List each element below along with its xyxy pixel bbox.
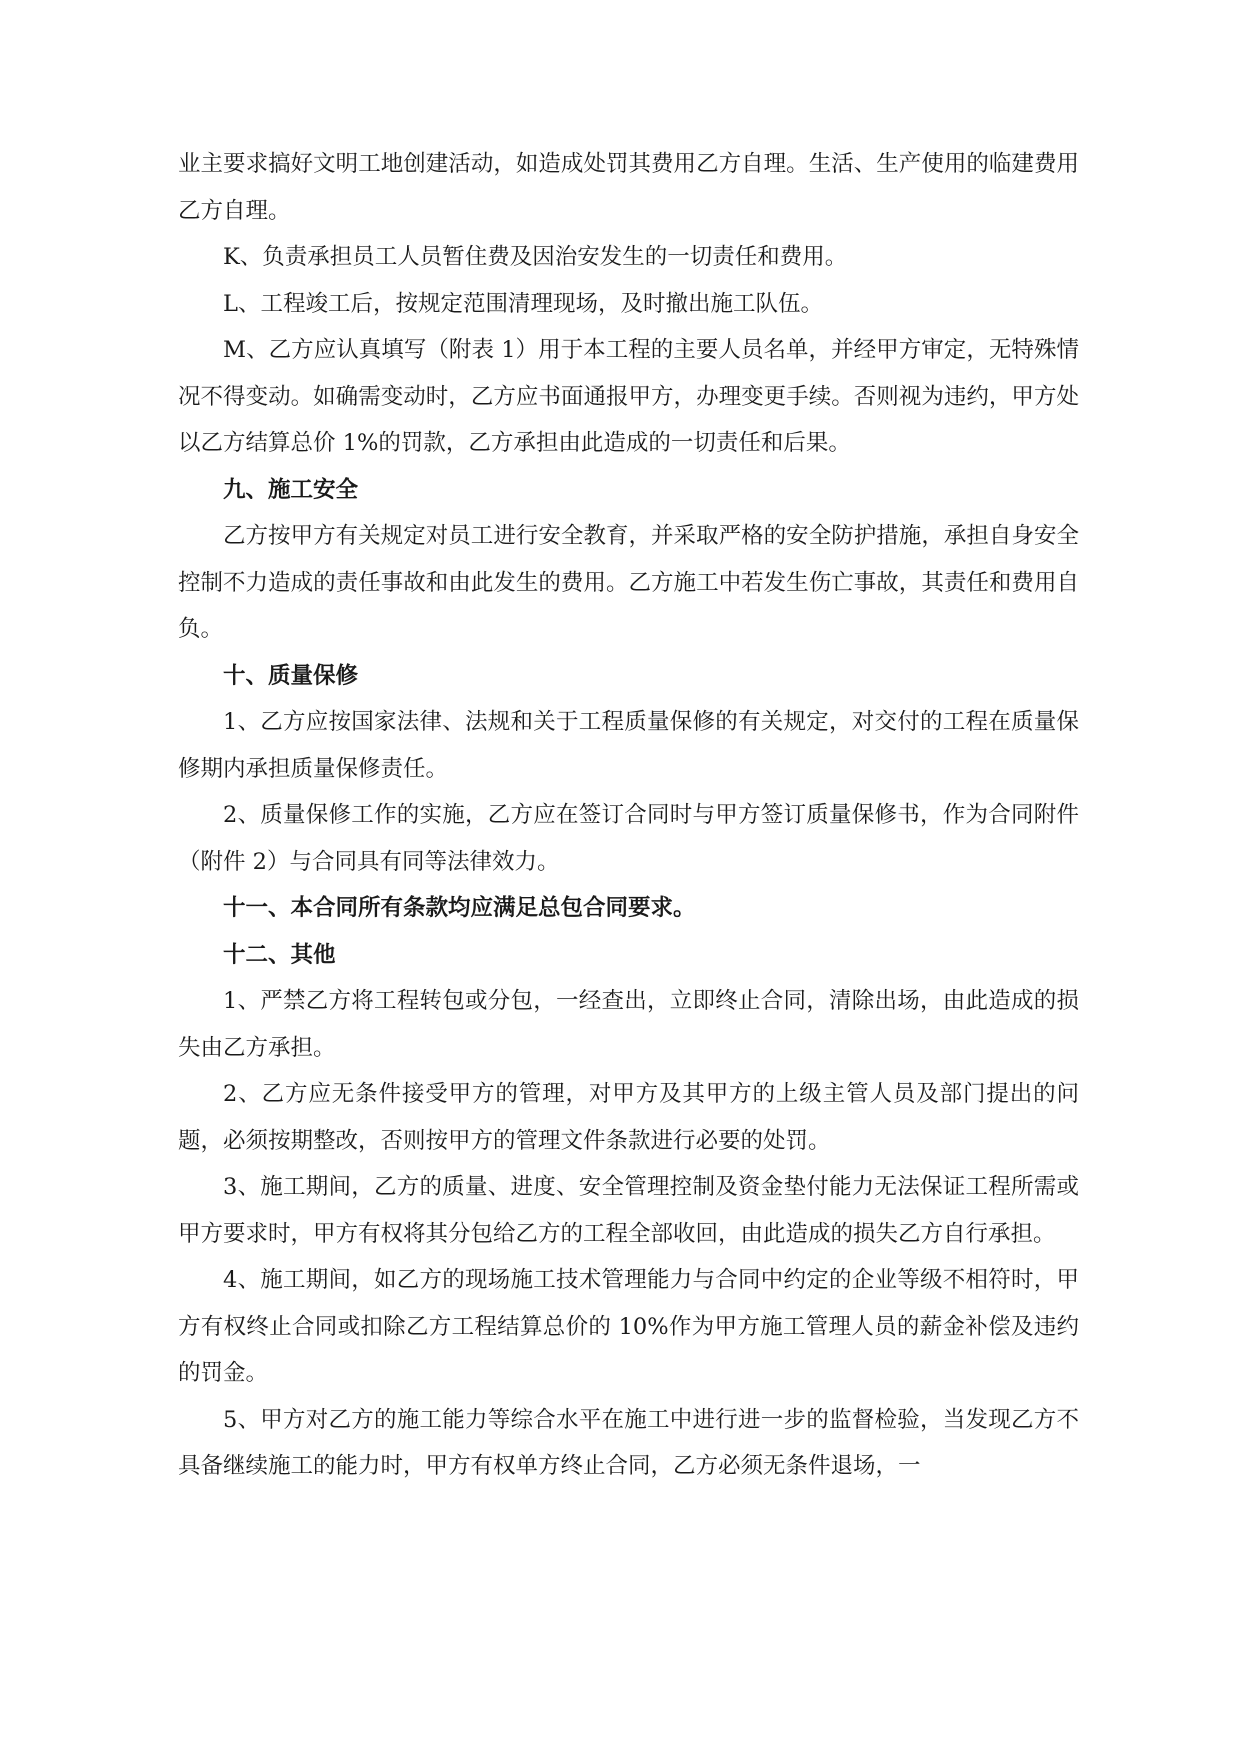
paragraph-other-3: 3、施工期间，乙方的质量、进度、安全管理控制及资金垫付能力无法保证工程所需或甲方要求时，甲方有权将其分包给乙方的工程全部收回，由此造成的损失乙方自行承担。 (178, 1174, 1079, 1247)
paragraph-item-m: M、乙方应认真填写（附表 1）用于本工程的主要人员名单，并经甲方审定，无特殊情况不得变动。如确需变动时，乙方应书面通报甲方，办理变更手续。否则视为违约，甲方处以乙方结算总价 1%的罚款，乙方承担由此造成的一切责任和后果。 (178, 337, 1079, 456)
paragraph-item-k: K、负责承担员工人员暂住费及因治安发生的一切责任和费用。 (223, 244, 848, 270)
paragraph-warranty-1: 1、乙方应按国家法律、法规和关于工程质量保修的有关规定，对交付的工程在质量保修期内承担质量保修责任。 (178, 709, 1079, 782)
paragraph-other-4: 4、施工期间，如乙方的现场施工技术管理能力与合同中约定的企业等级不相符时，甲方有权终止合同或扣除乙方工程结算总价的 10%作为甲方施工管理人员的薪金补偿及违约的罚金。 (178, 1267, 1079, 1386)
paragraph-safety: 乙方按甲方有关规定对员工进行安全教育，并采取严格的安全防护措施，承担自身安全控制不力造成的责任事故和由此发生的费用。乙方施工中若发生伤亡事故，其责任和费用自负。 (178, 523, 1079, 642)
document-page (178, 141, 1079, 1490)
section-heading-quality-warranty: 十、质量保修 (223, 662, 359, 689)
paragraph-item-l: L、工程竣工后，按规定范围清理现场，及时撤出施工队伍。 (223, 290, 823, 317)
paragraph-other-1: 1、严禁乙方将工程转包或分包，一经查出，立即终止合同，清除出场，由此造成的损失由乙方承担。 (178, 988, 1079, 1061)
section-heading-other: 十二、其他 (223, 941, 336, 968)
paragraph-other-2: 2、乙方应无条件接受甲方的管理，对甲方及其甲方的上级主管人员及部门提出的问题，必须按期整改，否则按甲方的管理文件条款进行必要的处罚。 (178, 1081, 1079, 1154)
paragraph-other-5: 5、甲方对乙方的施工能力等综合水平在施工中进行进一步的监督检验，当发现乙方不具备继续施工的能力时，甲方有权单方终止合同，乙方必须无条件退场，一 (178, 1406, 1079, 1479)
section-heading-general-contract-compliance: 十一、本合同所有条款均应满足总包合同要求。 (223, 895, 696, 921)
section-heading-construction-safety: 九、施工安全 (223, 476, 359, 503)
paragraph-temporary-facilities: 业主要求搞好文明工地创建活动，如造成处罚其费用乙方自理。生活、生产使用的临建费用乙方自理。 (178, 151, 1079, 224)
paragraph-warranty-2: 2、质量保修工作的实施，乙方应在签订合同时与甲方签订质量保修书，作为合同附件（附件 2）与合同具有同等法律效力。 (178, 802, 1079, 875)
